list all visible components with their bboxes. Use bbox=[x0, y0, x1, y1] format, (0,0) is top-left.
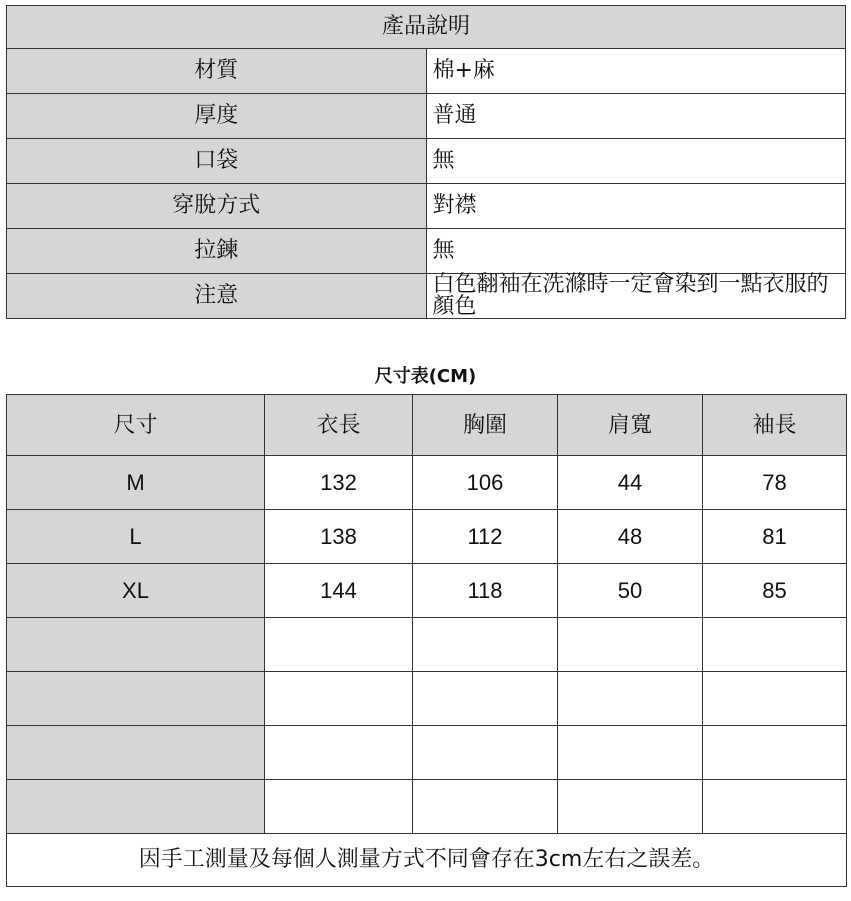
size-chart-column-header: 肩寬 bbox=[558, 395, 703, 456]
size-value-cell: 118 bbox=[413, 564, 558, 618]
size-value-cell: 50 bbox=[558, 564, 703, 618]
product-info-value: 無 bbox=[426, 139, 846, 184]
size-label-cell bbox=[7, 672, 265, 726]
size-value-cell: 81 bbox=[703, 510, 847, 564]
product-info-row bbox=[7, 139, 846, 184]
size-value-cell bbox=[265, 726, 413, 780]
product-info-label: 穿脫方式 bbox=[7, 184, 427, 229]
size-chart-header-row bbox=[7, 395, 847, 456]
size-chart-row bbox=[7, 726, 847, 780]
size-value-cell bbox=[558, 618, 703, 672]
product-info-title: 產品說明 bbox=[7, 6, 846, 49]
size-value-cell bbox=[413, 672, 558, 726]
product-info-label: 拉鍊 bbox=[7, 229, 427, 274]
product-info-body bbox=[7, 6, 846, 319]
product-info-row bbox=[7, 274, 846, 319]
size-chart-row bbox=[7, 618, 847, 672]
size-value-cell bbox=[703, 780, 847, 834]
size-value-cell: 138 bbox=[265, 510, 413, 564]
size-value-cell: 48 bbox=[558, 510, 703, 564]
size-value-cell bbox=[558, 726, 703, 780]
size-value-cell bbox=[558, 780, 703, 834]
size-chart-row bbox=[7, 564, 847, 618]
product-info-row bbox=[7, 184, 846, 229]
product-info-value: 對襟 bbox=[426, 184, 846, 229]
size-value-cell bbox=[265, 780, 413, 834]
size-value-cell bbox=[558, 672, 703, 726]
size-chart-row bbox=[7, 510, 847, 564]
size-value-cell: 44 bbox=[558, 456, 703, 510]
size-label-cell bbox=[7, 726, 265, 780]
size-value-cell bbox=[703, 672, 847, 726]
size-chart-row bbox=[7, 456, 847, 510]
size-value-cell bbox=[265, 672, 413, 726]
size-chart-column-header: 胸圍 bbox=[413, 395, 558, 456]
size-value-cell: 112 bbox=[413, 510, 558, 564]
size-value-cell: 144 bbox=[265, 564, 413, 618]
size-value-cell: 132 bbox=[265, 456, 413, 510]
size-value-cell: 106 bbox=[413, 456, 558, 510]
product-info-row bbox=[7, 94, 846, 139]
size-value-cell: 78 bbox=[703, 456, 847, 510]
size-value-cell bbox=[265, 618, 413, 672]
size-label-cell bbox=[7, 618, 265, 672]
product-info-value: 普通 bbox=[426, 94, 846, 139]
measurement-note: 因手工測量及每個人測量方式不同會存在3cm左右之誤差。 bbox=[7, 834, 847, 887]
size-value-cell bbox=[413, 726, 558, 780]
product-info-value: 白色翻袖在洗滌時一定會染到一點衣服的顏色 bbox=[426, 274, 846, 319]
size-chart-body bbox=[7, 395, 847, 887]
size-chart-column-header: 衣長 bbox=[265, 395, 413, 456]
size-value-cell bbox=[703, 618, 847, 672]
size-chart-row bbox=[7, 780, 847, 834]
size-chart-column-header: 袖長 bbox=[703, 395, 847, 456]
size-value-cell bbox=[703, 726, 847, 780]
product-info-value: 無 bbox=[426, 229, 846, 274]
product-info-label: 口袋 bbox=[7, 139, 427, 184]
size-chart-column-header: 尺寸 bbox=[7, 395, 265, 456]
product-info-table bbox=[6, 5, 846, 319]
product-info-value: 棉+麻 bbox=[426, 49, 846, 94]
product-info-label: 注意 bbox=[7, 274, 427, 319]
size-value-cell: 85 bbox=[703, 564, 847, 618]
size-chart-table bbox=[6, 394, 847, 887]
size-label-cell: L bbox=[7, 510, 265, 564]
size-value-cell bbox=[413, 618, 558, 672]
product-info-header-row bbox=[7, 6, 846, 49]
product-info-label: 材質 bbox=[7, 49, 427, 94]
size-value-cell bbox=[413, 780, 558, 834]
size-chart-row bbox=[7, 672, 847, 726]
size-chart-caption: 尺寸表(CM) bbox=[374, 366, 477, 387]
product-info-row bbox=[7, 229, 846, 274]
product-info-label: 厚度 bbox=[7, 94, 427, 139]
size-label-cell: M bbox=[7, 456, 265, 510]
size-chart-note-row bbox=[7, 834, 847, 887]
product-info-row bbox=[7, 49, 846, 94]
size-label-cell: XL bbox=[7, 564, 265, 618]
size-label-cell bbox=[7, 780, 265, 834]
